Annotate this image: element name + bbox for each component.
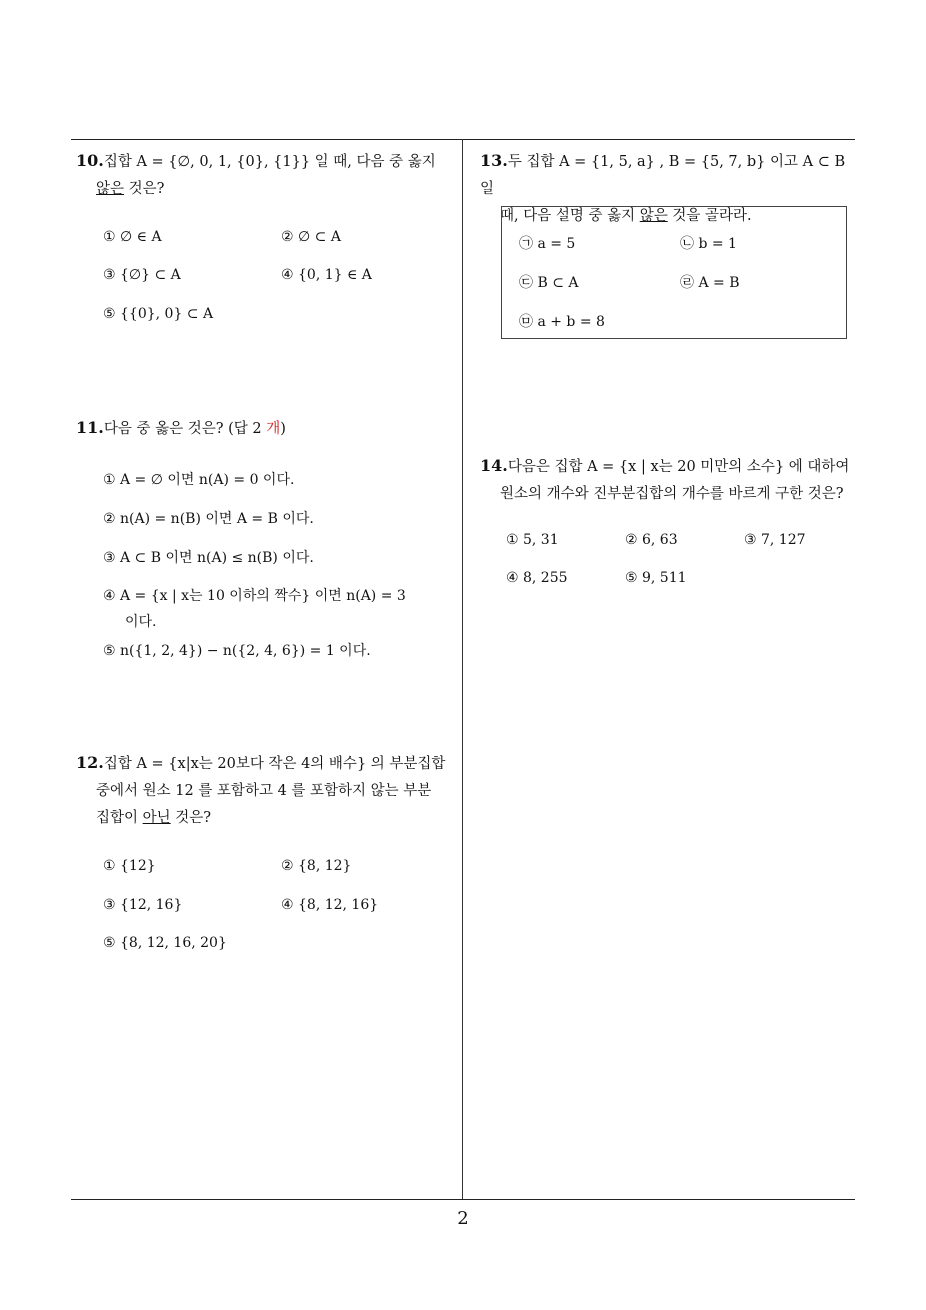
q13-statement-d[interactable]: ㉣ A = B — [680, 275, 740, 291]
q14-option-5[interactable]: ⑤ 9, 511 — [625, 570, 687, 586]
q11-option-1[interactable]: ① A = ∅ 이면 n(A) = 0 이다. — [103, 472, 295, 488]
bottom-rule — [71, 1199, 855, 1200]
question-stem-line2-pre: 때, 다음 설명 중 옳지 — [500, 208, 640, 224]
q12-option-5[interactable]: ⑤ {8, 12, 16, 20} — [103, 935, 227, 951]
question-number: 12. — [76, 753, 104, 772]
red-highlight-text: 개 — [266, 421, 281, 437]
q13-statement-b[interactable]: ㉡ b = 1 — [680, 236, 737, 252]
q13-statement-c[interactable]: ㉢ B ⊂ A — [519, 275, 579, 291]
question-stem-line1: 다음은 집합 A = {x | x는 20 미만의 소수} 에 대하여 — [507, 459, 850, 475]
question-number: 14. — [480, 456, 508, 475]
question-10 — [76, 147, 458, 203]
question-stem-line1: 집합 A = {∅, 0, 1, {0}, {1}} 일 때, 다음 중 옳지 — [103, 154, 436, 170]
q10-option-1[interactable]: ① ∅ ∈ A — [103, 229, 162, 245]
q12-option-3[interactable]: ③ {12, 16} — [103, 897, 183, 913]
question-stem-end: ) — [280, 421, 286, 437]
q11-option-2[interactable]: ② n(A) = n(B) 이면 A = B 이다. — [103, 511, 314, 527]
q12-option-2[interactable]: ② {8, 12} — [281, 858, 352, 874]
question-stem-line2: 중에서 원소 12 를 포함하고 4 를 포함하지 않는 부분 — [96, 783, 432, 799]
q14-option-4[interactable]: ④ 8, 255 — [506, 570, 568, 586]
q10-option-2[interactable]: ② ∅ ⊂ A — [281, 229, 341, 245]
q11-option-5[interactable]: ⑤ n({1, 2, 4}) − n({2, 4, 6}) = 1 이다. — [103, 643, 371, 659]
question-number: 13. — [480, 151, 508, 170]
q10-option-3[interactable]: ③ {∅} ⊂ A — [103, 267, 181, 283]
q13-statement-a[interactable]: ㉠ a = 5 — [519, 236, 576, 252]
question-stem-line3-post: 것은? — [170, 810, 212, 826]
question-stem-line2: 원소의 개수와 진부분집합의 개수를 바르게 구한 것은? — [500, 486, 844, 502]
q14-option-1[interactable]: ① 5, 31 — [506, 532, 559, 548]
q13-statement-e[interactable]: ㉤ a + b = 8 — [519, 314, 605, 330]
q11-option-4-continued: 이다. — [125, 614, 157, 630]
question-stem-line2: 것은? — [124, 181, 165, 197]
question-stem-line2-post: 것을 골라라. — [667, 208, 752, 224]
q11-option-4[interactable]: ④ A = {x | x는 10 이하의 짝수} 이면 n(A) = 3 — [103, 588, 406, 604]
q10-option-5[interactable]: ⑤ {{0}, 0} ⊂ A — [103, 306, 214, 322]
question-stem-line1: 집합 A = {x|x는 20보다 작은 4의 배수} 의 부분집합 — [103, 756, 446, 772]
q11-option-3[interactable]: ③ A ⊂ B 이면 n(A) ≤ n(B) 이다. — [103, 550, 314, 566]
question-stem-line1: 두 집합 A = {1, 5, a} , B = {5, 7, b} 이고 A ⊂ B 일 — [480, 154, 846, 197]
question-12 — [76, 749, 458, 832]
question-stem-line1: 다음 중 옳은 것은? (답 2 — [103, 421, 267, 437]
underlined-word: 아닌 — [142, 810, 171, 826]
underlined-word: 않은 — [96, 181, 125, 197]
underlined-word: 않은 — [639, 208, 668, 224]
column-divider — [462, 139, 463, 1199]
page-number: 2 — [457, 1208, 469, 1229]
q10-option-4[interactable]: ④ {0, 1} ∈ A — [281, 267, 372, 283]
question-number: 11. — [76, 418, 104, 437]
q14-option-2[interactable]: ② 6, 63 — [625, 532, 678, 548]
question-number: 10. — [76, 151, 104, 170]
q14-option-3[interactable]: ③ 7, 127 — [744, 532, 806, 548]
q12-option-4[interactable]: ④ {8, 12, 16} — [281, 897, 379, 913]
top-rule — [71, 139, 855, 140]
question-11 — [76, 414, 458, 443]
question-14 — [480, 452, 860, 508]
question-stem-line3-pre: 집합이 — [96, 810, 143, 826]
q12-option-1[interactable]: ① {12} — [103, 858, 156, 874]
